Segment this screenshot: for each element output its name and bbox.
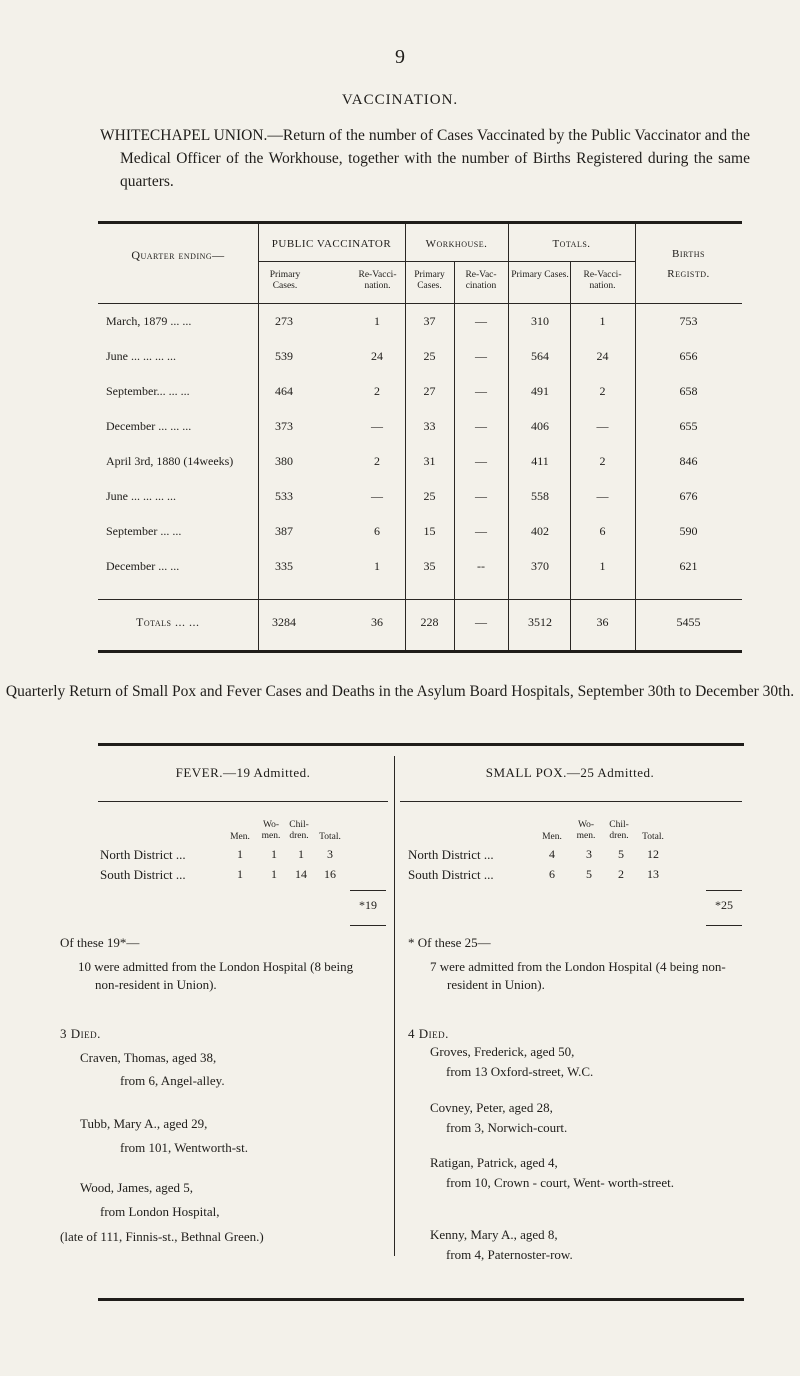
fever-row-label: North District ...	[100, 847, 186, 862]
smallpox-col-total: Total.	[642, 832, 664, 842]
smallpox-of-these: * Of these 25—	[408, 935, 491, 950]
col-quarter-ending: Quarter ending—	[131, 248, 225, 262]
vaccination-cell: 24	[371, 349, 383, 363]
fever-row-children: 1	[298, 847, 304, 861]
vaccination-row-label: December ... ... ...	[106, 419, 192, 433]
vaccination-cell: —	[475, 489, 487, 503]
fever-death-address: from London Hospital,	[100, 1204, 220, 1219]
vaccination-total-cell: —	[475, 615, 487, 629]
vaccination-cell: —	[371, 419, 383, 433]
vaccination-cell: 31	[423, 454, 436, 468]
vaccination-cell: —	[475, 454, 487, 468]
vaccination-cell: 310	[531, 314, 549, 328]
vaccination-cell: 1	[599, 314, 606, 328]
vaccination-cell: 658	[679, 384, 698, 398]
fever-death-name: Tubb, Mary A., aged 29,	[80, 1116, 208, 1131]
fever-death-address: from 6, Angel-alley.	[120, 1073, 225, 1088]
vaccination-cell: 2	[374, 454, 380, 468]
vaccination-totals-label: Totals ... ...	[136, 615, 200, 629]
vaccination-table	[98, 221, 742, 653]
vaccination-cell: 6	[374, 524, 380, 538]
smallpox-row-total: 13	[647, 867, 659, 881]
smallpox-death-address: from 10, Crown - court, Went- worth-street.	[446, 1175, 674, 1190]
vaccination-cell: 402	[531, 524, 549, 538]
smallpox-col-children: Chil- dren.	[609, 820, 629, 841]
intro-paragraph: WHITECHAPEL UNION.—Return of the number of Cases Vaccinated by the Public Vaccinator and the Medical Officer of the Workhouse, together with the number of Births Registered during the same quarters.	[100, 127, 750, 190]
vaccination-row-label: June ... ... ... ...	[106, 489, 176, 503]
smallpox-died: 4 Died.	[408, 1026, 449, 1041]
smallpox-row-label: South District ...	[408, 867, 494, 882]
vaccination-cell: —	[596, 419, 609, 433]
vaccination-cell: 539	[275, 349, 293, 363]
vaccination-total-cell: 3512	[528, 615, 552, 629]
vaccination-cell: 676	[679, 489, 698, 503]
vaccination-cell: 1	[374, 314, 380, 328]
fever-death-note: (late of 111, Finnis-st., Bethnal Green.)	[60, 1229, 264, 1244]
smallpox-row-children: 2	[618, 867, 624, 881]
smallpox-col-men: Men.	[542, 832, 562, 842]
vaccination-total-cell: 36	[596, 615, 609, 629]
smallpox-death-address: from 3, Norwich-court.	[446, 1120, 568, 1135]
vaccination-cell: 6	[599, 524, 606, 538]
vaccination-cell: 590	[679, 524, 698, 538]
fever-row-total: 16	[324, 867, 336, 881]
vaccination-cell: 406	[531, 419, 549, 433]
smallpox-row-men: 4	[549, 847, 555, 861]
vaccination-total-cell: 5455	[676, 615, 701, 629]
sub-wh-revacc: Re-Vac- cination	[465, 270, 497, 291]
vaccination-cell: 387	[275, 524, 293, 538]
vaccination-cell: —	[475, 349, 487, 363]
vaccination-total-cell: 36	[371, 615, 383, 629]
fever-row-label: South District ...	[100, 867, 186, 882]
sub-t-revacc: Re-Vacci- nation.	[583, 270, 622, 291]
vaccination-cell: 2	[599, 384, 606, 398]
vaccination-cell: 1	[599, 559, 606, 573]
smallpox-sum-rule	[706, 925, 742, 926]
col-births: Births	[672, 248, 705, 260]
vaccination-total-cell: 228	[420, 615, 439, 629]
smallpox-death-name: Kenny, Mary A., aged 8,	[430, 1227, 558, 1242]
vaccination-cell: 2	[599, 454, 606, 468]
vaccination-cell: 273	[275, 314, 293, 328]
smallpox-row-label: North District ...	[408, 847, 494, 862]
fever-death-address: from 101, Wentworth-st.	[120, 1140, 248, 1155]
fever-row-men: 1	[237, 867, 243, 881]
fever-died: 3 Died.	[60, 1026, 101, 1041]
fever-row-children: 14	[295, 867, 307, 881]
smallpox-death-address: from 4, Paternoster-row.	[446, 1247, 573, 1262]
vaccination-cell: 37	[423, 314, 436, 328]
fever-col-children: Chil- dren.	[289, 820, 309, 841]
asylum-return-heading: Quarterly Return of Small Pox and Fever Cases and Deaths in the Asylum Board Hospitals, September 30th to December 30th.	[5, 683, 795, 700]
vaccination-cell: 380	[275, 454, 293, 468]
vaccination-cell: 15	[423, 524, 436, 538]
vaccination-cell: 533	[275, 489, 293, 503]
sub-t-primary: Primary Cases.	[511, 270, 569, 280]
fever-sum-rule	[350, 925, 386, 926]
smallpox-row-women: 3	[586, 847, 592, 861]
fever-row-women: 1	[271, 847, 277, 861]
vaccination-cell: 373	[275, 419, 293, 433]
col-workhouse: Workhouse.	[425, 238, 488, 250]
vaccination-total-cell: 3284	[272, 615, 296, 629]
fever-death-name: Craven, Thomas, aged 38,	[80, 1050, 217, 1065]
vaccination-cell: 25	[423, 489, 436, 503]
fever-col-women: Wo- men.	[261, 820, 281, 841]
vaccination-cell: 656	[679, 349, 698, 363]
smallpox-admitted-note: 7 were admitted from the London Hospital (4 being non-resident in Union).	[430, 959, 726, 992]
vaccination-cell: —	[596, 489, 609, 503]
vaccination-row-label: March, 1879 ... ...	[106, 314, 192, 328]
vaccination-cell: —	[371, 489, 383, 503]
vaccination-cell: 33	[423, 419, 436, 433]
vaccination-cell: 846	[679, 454, 698, 468]
smallpox-death-address: from 13 Oxford-street, W.C.	[446, 1064, 594, 1079]
smallpox-sum: *25	[715, 898, 733, 912]
vaccination-cell: 411	[531, 454, 549, 468]
vaccination-cell: 753	[679, 314, 698, 328]
smallpox-col-women: Wo- men.	[576, 820, 596, 841]
vaccination-cell: 370	[531, 559, 549, 573]
vaccination-cell: 491	[531, 384, 549, 398]
vaccination-cell: —	[475, 524, 487, 538]
col-public-vaccinator: PUBLIC VACCINATOR	[271, 238, 392, 250]
smallpox-row-children: 5	[618, 847, 624, 861]
sub-wh-primary: Primary Cases.	[414, 270, 445, 291]
vaccination-cell: 24	[596, 349, 609, 363]
page-heading: VACCINATION.	[341, 92, 459, 108]
smallpox-row-women: 5	[586, 867, 592, 881]
vaccination-cell: 621	[679, 559, 698, 573]
fever-row-men: 1	[237, 847, 243, 861]
vaccination-cell: 25	[423, 349, 436, 363]
smallpox-row-men: 6	[549, 867, 555, 881]
vaccination-cell: —	[475, 314, 487, 328]
vaccination-row-label: April 3rd, 1880 (14weeks)	[106, 454, 234, 468]
fever-of-these: Of these 19*—	[60, 935, 140, 950]
vaccination-cell: 2	[374, 384, 380, 398]
smallpox-death-name: Covney, Peter, aged 28,	[430, 1100, 553, 1115]
vaccination-cell: 655	[679, 419, 698, 433]
sub-pv-revacc: Re-Vacci- nation.	[358, 270, 397, 291]
vaccination-row-label: September ... ...	[106, 524, 182, 538]
vaccination-cell: --	[477, 559, 485, 573]
smallpox-row-total: 12	[647, 847, 659, 861]
smallpox-sum-rule	[706, 890, 742, 891]
fever-sum: *19	[359, 898, 377, 912]
vaccination-cell: 1	[374, 559, 380, 573]
vaccination-cell: 564	[531, 349, 549, 363]
smallpox-title: SMALL POX.—25 Admitted.	[485, 765, 655, 780]
fever-row-total: 3	[327, 847, 333, 861]
fever-death-name: Wood, James, aged 5,	[80, 1180, 194, 1195]
vaccination-cell: 558	[531, 489, 549, 503]
fever-col-men: Men.	[230, 832, 250, 842]
col-births-registd: Registd.	[667, 268, 710, 280]
vaccination-cell: 335	[275, 559, 293, 573]
vaccination-cell: 27	[423, 384, 436, 398]
vaccination-row-label: June ... ... ... ...	[106, 349, 176, 363]
fever-col-total: Total.	[319, 832, 341, 842]
vaccination-row-label: December ... ...	[106, 559, 180, 573]
fever-admitted-note: 10 were admitted from the London Hospital (8 being non-resident in Union).	[78, 959, 354, 992]
fever-sum-rule	[350, 890, 386, 891]
fever-row-women: 1	[271, 867, 277, 881]
vaccination-cell: —	[475, 419, 487, 433]
smallpox-death-name: Ratigan, Patrick, aged 4,	[430, 1155, 558, 1170]
vaccination-row-label: September... ... ...	[106, 384, 190, 398]
fever-title: FEVER.—19 Admitted.	[175, 765, 311, 780]
vaccination-cell: 35	[423, 559, 436, 573]
smallpox-death-name: Groves, Frederick, aged 50,	[430, 1044, 575, 1059]
vaccination-cell: —	[475, 384, 487, 398]
vaccination-cell: 464	[275, 384, 293, 398]
col-totals: Totals.	[552, 238, 591, 250]
page-number: 9	[395, 46, 405, 68]
sub-pv-primary: Primary Cases.	[269, 270, 301, 291]
